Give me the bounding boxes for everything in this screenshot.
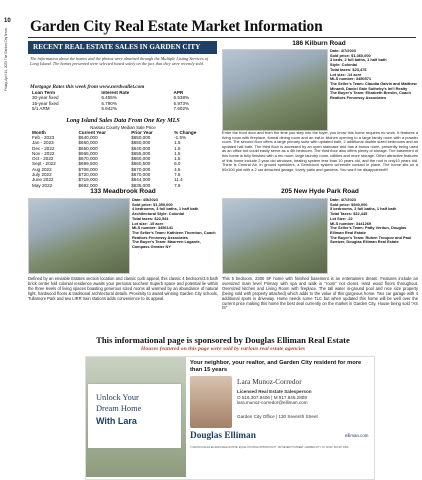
- ad-fine-print: © 2023 DOUGLAS ELLIMAN REAL ESTATE. EQUAL HOUSING OPPORTUNITY. 130 SEVENTH STREET, GARDEN CITY, NY 11530. 516.307.9406.: [190, 446, 349, 449]
- table-row: Aug 2022 $708,000 $670,000 4.5: [32, 166, 181, 172]
- table-row: 15-year fixed 5.790% 5.973%: [32, 100, 190, 106]
- table-row: Sept - 2022 $699,500 $660,500 6.0: [32, 161, 181, 167]
- table-row: Jan - 2023 $660,000 $650,000 1.5: [32, 140, 181, 146]
- agent-name: Lara Munoz-Corredor: [237, 377, 302, 386]
- table-row: June 2022 $719,000 $644,000 11.4: [32, 177, 183, 183]
- sponsor-heading: This informational page is sponsored by Douglas Elliman Real Estate: [96, 335, 350, 345]
- mortgage-rates-table: [30, 90, 216, 111]
- elliman-website-link[interactable]: elliman.com: [345, 433, 369, 438]
- newspaper-side-text: Friday, April 14, 2023 The Garden City News: [4, 28, 8, 91]
- ad-with-lara: With Lara: [96, 416, 137, 426]
- table-row: Feb - 2023 $640,000 $650,000 -1.5%: [32, 135, 187, 140]
- page-title: Garden City Real Estate Market Information: [30, 18, 323, 35]
- newhyde-info: Date: 4/7/2023 Sold price: $940,000 5 bedrooms, 2 full baths, 1 half bath Total Taxes: $22,445 Lot Size: .22 MLS number: 3441269 The Seller's Team: Patty Verdun, Douglas Elliman Real Estate The Buyer's Team: Ruben Troupov and Paul Sweizer, Douglas Elliman Real Estate: [330, 197, 412, 245]
- table-row: Nov - 2022 $665,000 $655,000 1.5: [32, 150, 181, 156]
- table-row: Dec - 2022 $650,000 $640,000 1.6: [32, 145, 181, 151]
- table-row: July 2022 $720,000 $670,000 7.5: [32, 172, 181, 178]
- kilburn-photo: [222, 49, 328, 131]
- long-island-sales-heading: Long Island Sales Data From One Key MLS: [66, 117, 180, 124]
- table-row: Loan Term Interest Rate APR: [32, 90, 184, 95]
- table-row: May 2022 $692,000 $635,000 7.9: [32, 182, 181, 188]
- table-row: Oct - 2022 $670,000 $660,000 1.5: [32, 156, 181, 162]
- table-row: 30-year fixed 6.455% 6.538%: [32, 95, 190, 101]
- douglas-elliman-logo: Douglas Elliman: [190, 431, 256, 441]
- kilburn-description: Enter the front door and from the time you step into the foyer, you know this home requires no work. It features a living room with fireplace, formal dining room and an eat-in kitchen opening to a large family room with a powder room. The second floor offers a large primary suite with updated bath, 2 additional double sized bedrooms and an updated hall bath. The third floor is accessed by an open staircase and has a bonus room, presently being used as an office but could easily serve as a 4th bedroom. The third floor also offers plenty of storage. The basement of this home is fully finished with a rec room, large laundry room, utilities and more storage. Other attractive features of this home include 2 year old windows, heating system less than 10 years old, and the roof is only10 years old. There is Central Air, In ground sprinklers, a Semicicon system w/remote contact in place. The home sits on a 60x100 plot with a 2 car detached garage, lovely patio and gardens. You won't be disappointed!!!: [222, 130, 418, 172]
- meadbrook-heading: 133 Meadbrook Road: [90, 188, 156, 195]
- meadbrook-photo: [28, 198, 130, 274]
- agent-portrait: [190, 376, 232, 428]
- page-number: 10: [4, 18, 11, 24]
- mortgage-rates-heading: Mortgage Rates this week from www.nerdwallet.com: [30, 84, 145, 90]
- recent-sales-banner: RECENT REAL ESTATE SALES IN GARDEN CITY: [28, 41, 217, 54]
- agent-office: Garden City Office | 130 Seventh Street: [237, 414, 318, 419]
- intro-text: The information about the homes and the photos were obtained through the Multiple Listing Services of Long Island. The homes presented were selected based solely on the fact that they were recently sold.: [30, 56, 209, 67]
- kilburn-heading: 186 Kilburn Road: [292, 40, 346, 47]
- sponsor-subheading: Houses featured on this page were sold by various real estate agencies: [140, 346, 306, 352]
- meadbrook-info: Date: 4/5/2023 Sold price: $1,350,000 4 bedrooms, 3 full baths, 1 half bath Architectural Style: Colonial Total taxes: $22,544 Lot size: .15 acre MLS number: 3456141 The Seller's Team: Kathleen Thornton, Coach Realtors Fennessy Associates The Buyer's Team: Maureen Lagarde, Compass Greater NY: [132, 197, 216, 250]
- newhyde-description: This 5 bedroom, 2300 SF home with finished basement is an entertainers dream. Features include an oversized main level Primary with spa and walk in "room" not closet. Hard wood floors throughout. Oversized kitchen and Living Room with fireplace. The tall water in-ground pool and nice size property (being sold with property attached) which adds to the value of this gorgeous home. Two car garage with 4 additional spots in driveway. Home needs some TLC but when updated this home will be well over the current price making this home the best deal currently on the market in Garden City. House being sold "AS IS": [222, 276, 418, 311]
- newhyde-photo: [222, 198, 328, 274]
- agent-details: Licensed Real Estate Salesperson O 516.307.9406 | M 917.846.2808 lara.munoz-corredor@elliman.com: [237, 389, 312, 406]
- long-island-sales-subheading: Nassau County Median Sale Price: [90, 125, 156, 130]
- table-row: 5/1 ARM 5.942% 7.602%: [32, 105, 190, 111]
- title-rule: [28, 37, 416, 38]
- newhyde-heading: 205 New Hyde Park Road: [281, 188, 359, 195]
- kilburn-info: Date: 4/7/2023 Sold price: $1,360,000 3 beds, 2 full baths, 1 half bath Style: Colonial Total taxes: $23,475 Lot size: .14 acre MLS number: 3450571 The Seller's Team: Claudia Galvin and Matthew Minardi, Daniel Gale Sotheby's Int'l Realty The Buyer's Team: Elizabeth Breslin, Coach Realtors Fennessy Associates: [330, 48, 417, 101]
- ad-unlock-text: Unlock Your Dream Home: [96, 393, 142, 413]
- ad-headline: Your neighbor, your realtor, and Garden City resident for more than 15 years: [190, 360, 362, 373]
- meadbrook-description: Defined by an enviable Estates section location and classic curb appeal, this classic 4 bedroom/3.5 bath brick center hall colonial residence awaits your personal touches! Superb space and potential lie within the three levels of living spaces boasting generous sized rooms all warmed by an abundance of natural light, hardwood floors & traditional architectural details. Proximity to award winning Garden City schools, Tullamore Park and two LIRR train stations adds convenience to its appeal.: [28, 276, 218, 301]
- table-header-row: Month Current Year Prior Year % Change: [32, 130, 197, 135]
- median-sale-price-table: [30, 130, 216, 188]
